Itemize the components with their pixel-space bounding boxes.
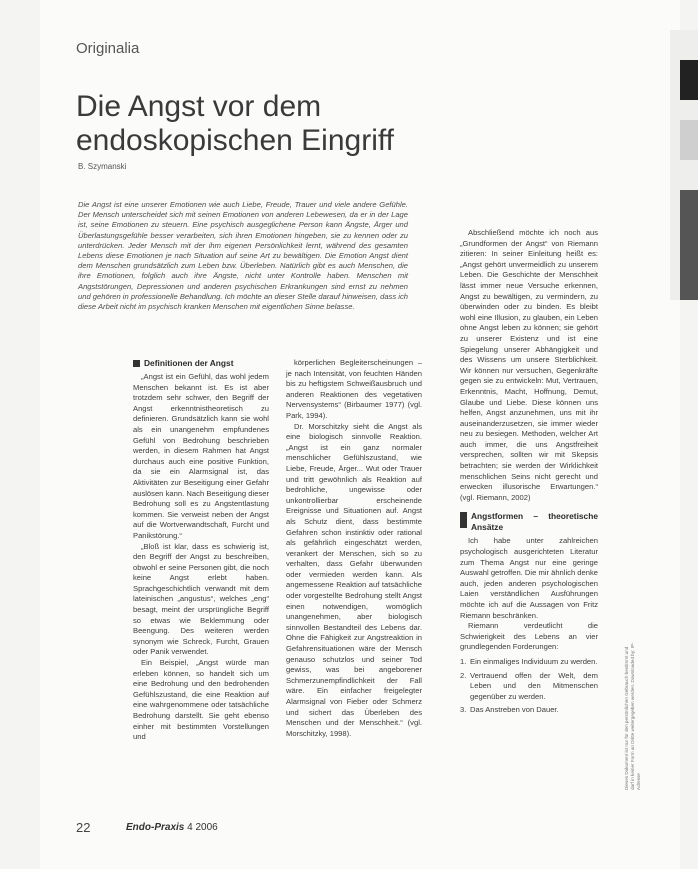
list-item	[460, 671, 598, 703]
adjacent-page-mark	[680, 60, 698, 100]
text-column-1	[133, 358, 269, 743]
side-legal-note: Dieses Dokument ist nur für den persönlichen Gebrauch bestimmt und darf in keiner Form an Dritte weitergegeben werden. Downloaded by: IP-Adresse	[624, 642, 641, 790]
article-title: Die Angst vor dem endoskopischen Eingriff	[76, 90, 394, 157]
article-abstract: Die Angst ist eine unserer Emotionen wie auch Liebe, Freude, Trauer und viele andere Gefühle. Der Mensch unterscheidet sich mit seinen Emotionen von anderen Lebewesen, da er in der Lage ist, seine Emotionen zu steuern. Eine psychisch ausgeglichene Person kann Ängste, Ärger und Überlastungsgefühle besser verarbeiten, sich ihren Emotionen hingeben, sie zu kennen oder zu unterdrücken. Jeder Mensch mit der ihm eigenen Persönlichkeit lernt, während des gesamten Lebens diese Emotionen je nach Situation auf seine Art zu bewältigen. Die Emotion Angst dient dem Menschen grundsätzlich zum Leben bzw. Überleben. Natürlich gibt es auch Menschen, die ihre Emotionen, folglich auch ihre Ängste, nicht unter Kontrolle haben. Menschen mit Angststörungen, Depressionen und anderen psychischen Erkrankungen sind ernst zu nehmen und gehören in professionelle Behandlung. Ich möchte an dieser Stelle darauf hinweisen, dass ich diese Arbeit nicht im psychisch kranken Menschen mit eigentlichen Sinne belasse.	[78, 200, 408, 312]
list-item	[460, 705, 598, 716]
adjacent-page-edge	[670, 30, 698, 300]
section-heading	[460, 511, 598, 533]
adjacent-page-mark	[680, 190, 698, 300]
paragraph: körperlichen Begleiterscheinungen – je nach Intensität, von feuchten Händen bis zu heftigstem Schweißausbruch und anderen Reaktionen des vegetativen Nervensystems“ (Birbaumer 1977) (vgl. Park, 1994).	[286, 358, 422, 420]
section-heading	[133, 358, 269, 369]
heading-square-icon	[133, 360, 140, 367]
section-heading-text: Definitionen der Angst	[144, 358, 234, 368]
list-item-number: 2.	[460, 670, 467, 680]
list-item-text: Ein einmaliges Individuum zu werden.	[470, 656, 598, 666]
list-item-text: Das Anstreben von Dauer.	[470, 705, 559, 715]
section-label: Originalia	[76, 40, 140, 57]
journal-name	[126, 822, 218, 833]
paragraph: Dr. Morschitzky sieht die Angst als eine biologisch sinnvolle Reaktion. „Angst ist ein ganz normaler menschlicher Gefühlszustand, wie Liebe, Freude, Ärger... Wut oder Trauer und tritt gewöhnlich als Reaktion auf bedrohliche, ungewisse oder unkontrollierbar erscheinende Ereignisse und Situationen auf. Angst als Schutz dient, dass bestimmte Gefahren schon instinktiv oder rational als gefährlich eingeschätzt werden, verankert der Menschen, sich so zu verhalten, dass Gefahr überwunden oder vermieden werden kann. Als angemessene Reaktion auf tatsächliche oder vorgestellte Bedrohung stellt Angst einen notwendigen, womöglich unangenehmen, aber biologisch sinnvollen Bestandteil des Lebens dar. Ohne die Fähigkeit zur Angstreaktion in Gefahrensituationen wäre der Mensch genauso schutzlos und seiner Tod gewiss, was bei angeborener Schmerzunempfindlichkeit der Fall wäre. Ein einfacher freigelegter Alarmsignal von Fieber oder Schmerz und sichert das Überleben des Menschen und der Menschheit.“ (vgl. Morschitzky, 1998).	[286, 421, 422, 738]
journal-issue: 4 2006	[187, 822, 218, 833]
journal-title: Endo-Praxis	[126, 822, 185, 833]
paragraph: „Angst ist ein Gefühl, das wohl jedem Menschen bekannt ist. Es ist aber trotzdem sehr schwer, den Begriff der Angst erkenntnistheoretisch zu definieren. Grundsätzlich kann sie wohl als ein unangenehm empfundenes Gefühl von Bedrohung beschrieben werden, in diesem Rahmen hat Angst durchaus auch eine positive Funktion, da sie ein Alarmsignal ist, das Aktivitäten zur Beseitigung einer Gefahr auslösen kann. Nach Beseitigung dieser Bedrohung soll es zu Angstentlastung kommen. Sie verweist neben der Angst auf die Wortverwandtschaft, Furcht und Panikstörung.“	[133, 372, 269, 540]
text-column-2	[286, 358, 422, 739]
paragraph: Riemann verdeutlicht die Schwierigkeit des Lebens an vier grundlegenden Forderungen:	[460, 621, 598, 652]
page-number: 22	[76, 820, 91, 835]
paragraph: „Bloß ist klar, dass es schwierig ist, den Begriff der Angst zu beschreiben, obwohl er seine Personen gibt, die noch keine Angst erlebt haben. Sprachgeschichtlich verwandt mit dem lateinischen „angustus“, welches „eng“ besagt, meint der ursprüngliche Begriff so etwas wie Beklemmung oder Beengung. Des weiteren werden synonym wie Schreck, Furcht, Grauen oder Panik verwendet.	[133, 541, 269, 657]
paragraph: Abschließend möchte ich noch aus „Grundformen der Angst“ von Riemann zitieren: In seiner Einleitung heißt es: „Angst gehört unvermeidlich zu unserem Leben. Die Geschichte der Menschheit lässt immer neue Versuche erkennen, Angst zu bewältigen, zu vermindern, zu überwinden oder zu binden. Es bleibt wohl eine Illusion, zu glauben, ein Leben ohne Angst leben zu können; sie gehört zu unserer Existenz und ist eine Spiegelung unserer Abhängigkeit und des Wissens um unsere Sterblichkeit. Wir können nur versuchen, Gegenkräfte gegen sie zu entwickeln: Mut, Vertrauen, Erkenntnis, Macht, Hoffnung, Demut, Glaube und Liebe. Diese können uns helfen, Angst anzunehmen, uns mit ihr auseinanderzusetzen, sie immer wieder neu zu besiegen. Methoden, welcher Art auch immer, die uns Angstfreiheit versprechen, sollten wir mit Skepsis betrachten; sie werden der Wirklichkeit menschlichen Seins nicht gerecht und erwecken illusorische Erwartungen.“ (vgl. Riemann, 2002)	[460, 228, 598, 502]
list-item-text: Vertrauend offen der Welt, dem Leben und den Mitmenschen gegenüber zu werden.	[470, 670, 598, 701]
numbered-list	[460, 657, 598, 716]
section-heading-text: Angstformen – theoretische Ansätze	[471, 511, 598, 533]
text-column-3	[460, 228, 598, 719]
list-item	[460, 657, 598, 668]
paragraph: Ich habe unter zahlreichen psychologisch ausgerichteten Literatur zum Thema Angst nur eine geringe Auswahl getroffen. Die mir ähnlich denke auch, jeden anderen psychologischen Laien verständlichen Ausführungen möchte ich auf die Aussagen von Fritz Riemann beschränken.	[460, 536, 598, 620]
list-item-number: 1.	[460, 656, 467, 666]
adjacent-page-mark	[680, 120, 698, 160]
paragraph: Ein Beispiel, „Angst würde man erleben können, so handelt sich um eine Bedrohung und den bedrohenden Gefühlszustand, die eine Reaktion auf eine wahrgenommene oder tatsächliche Bedrohung darstellt. Sie geht ebenso einher mit bestimmten Vorstellungen und	[133, 658, 269, 742]
heading-square-icon	[460, 512, 467, 528]
article-author: B. Szymanski	[78, 162, 127, 171]
list-item-number: 3.	[460, 705, 467, 715]
